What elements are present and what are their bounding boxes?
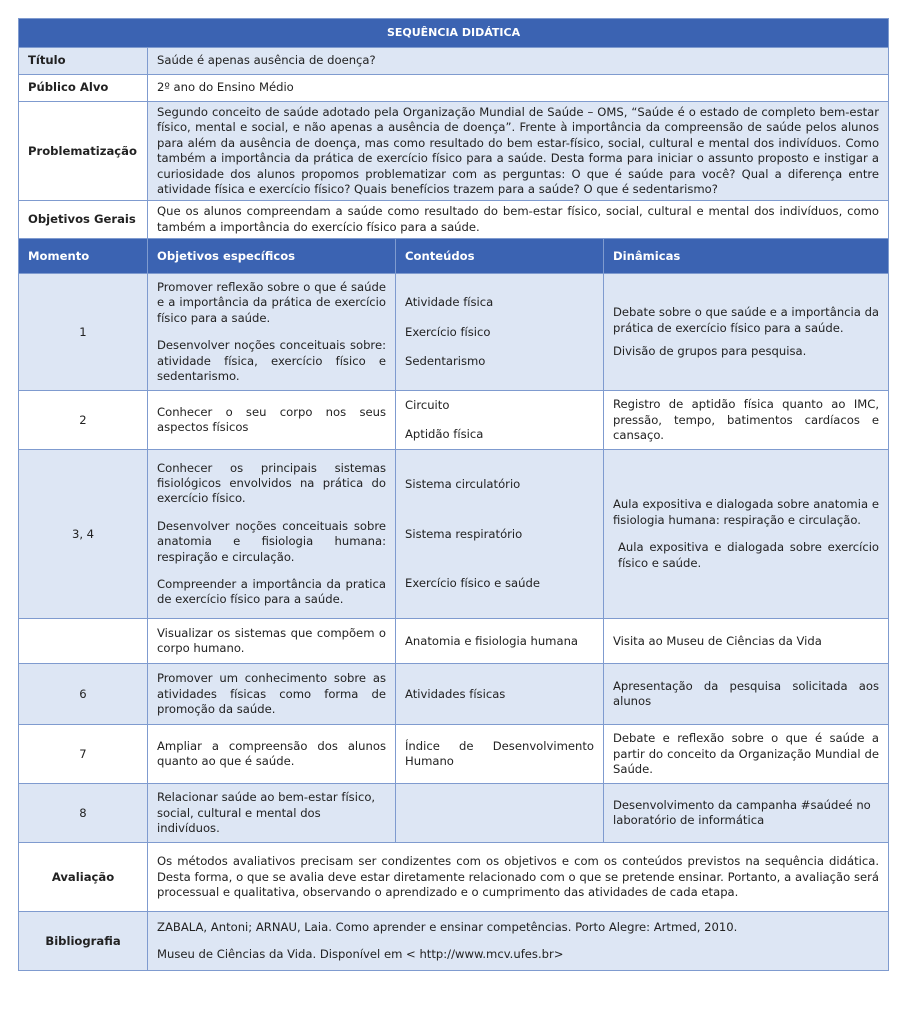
problematizacao-label: Problematização bbox=[19, 102, 148, 201]
objetivo-text: Desenvolver noções conceituais sobre: atividade física, exercício físico e sedentarismo. bbox=[157, 338, 386, 384]
objetivos-cell bbox=[148, 391, 396, 450]
momento-cell: 2 bbox=[19, 391, 148, 450]
conteudo-text: Aptidão física bbox=[405, 427, 484, 442]
momento-cell bbox=[19, 619, 148, 664]
conteudo-text: Circuito bbox=[405, 397, 450, 412]
column-header-objetivos: Objetivos específicos bbox=[148, 239, 396, 274]
table-row bbox=[19, 274, 889, 391]
objetivo-text: Conhecer os principais sistemas fisiológicos envolvidos na prática do exercício físico. bbox=[157, 460, 386, 506]
objetivo-text: Ampliar a compreensão dos alunos quanto ao que é saúde. bbox=[157, 738, 386, 769]
conteudo-text: Exercício físico e saúde bbox=[405, 575, 540, 590]
column-header-momento: Momento bbox=[19, 239, 148, 274]
objetivos-gerais-label: Objetivos Gerais bbox=[19, 201, 148, 239]
objetivos-cell bbox=[148, 619, 396, 664]
momento-cell: 8 bbox=[19, 784, 148, 843]
dinamica-text: Debate sobre o que saúde e a importância da prática de exercício físico para a saúde. bbox=[613, 305, 880, 335]
dinamica-text: Registro de aptidão física quanto ao IMC, pressão, tempo, batimentos cardíacos e cansaço. bbox=[613, 397, 880, 442]
momento-cell: 7 bbox=[19, 725, 148, 784]
objetivos-gerais-value: Que os alunos compreendam a saúde como resultado do bem-estar físico, social, cultural e mental dos indivíduos, como também a importância do exercício físico para a saúde. bbox=[148, 201, 889, 239]
dinamicas-cell bbox=[604, 391, 889, 450]
objetivo-text: Compreender a importância da pratica de exercício físico para a saúde. bbox=[157, 577, 386, 607]
column-header-dinamicas: Dinâmicas bbox=[604, 239, 889, 274]
table-row bbox=[19, 619, 889, 664]
titulo-value: Saúde é apenas ausência de doença? bbox=[148, 48, 889, 75]
conteudos-cell bbox=[396, 664, 604, 725]
conteudo-text: Atividades físicas bbox=[405, 686, 506, 701]
table-row bbox=[19, 450, 889, 619]
conteudos-cell bbox=[396, 391, 604, 450]
problematizacao-value: Segundo conceito de saúde adotado pela Organização Mundial de Saúde – OMS, “Saúde é o estado de completo bem-estar físico, mental e social, e não apenas a ausência de doença”. Frente à importância da compreensão de saúde pelos alunos para além da ausência de doença, mas como resultado do bem estar-físico, social, cultural e mental dos indivíduos. Como também a importância da prática de exercício físico para a saúde. Desta forma para iniciar o assunto proposto e instigar a curiosidade dos alunos propomos problematizar com as perguntas: O que é saúde para você? Qual a diferença entre atividade física e exercício físico? Quais benefícios trazem para a saúde? O que é sedentarismo? bbox=[148, 102, 889, 201]
momento-cell: 6 bbox=[19, 664, 148, 725]
dinamica-text: Debate e reflexão sobre o que é saúde a partir do conceito da Organização Mundial de Saúde. bbox=[613, 731, 880, 776]
table-row bbox=[19, 784, 889, 843]
conteudos-cell bbox=[396, 450, 604, 619]
dinamica-text: Aula expositiva e dialogada sobre exercício físico e saúde. bbox=[618, 540, 880, 570]
column-header-conteudos: Conteúdos bbox=[396, 239, 604, 274]
dinamicas-cell bbox=[604, 619, 889, 664]
conteudo-text: Índice de Desenvolvimento Humano bbox=[405, 738, 594, 769]
dinamicas-cell bbox=[604, 784, 889, 843]
publico-value: 2º ano do Ensino Médio bbox=[148, 75, 889, 102]
objetivos-cell bbox=[148, 664, 396, 725]
dinamica-text: Apresentação da pesquisa solicitada aos alunos bbox=[613, 678, 880, 709]
objetivos-cell bbox=[148, 274, 396, 391]
objetivo-text: Promover um conhecimento sobre as atividades físicas como forma de promoção da saúde. bbox=[157, 671, 386, 716]
bibliografia-item: Museu de Ciências da Vida. Disponível em < http://www.mcv.ufes.br> bbox=[157, 947, 564, 962]
objetivo-text: Desenvolver noções conceituais sobre anatomia e fisiologia humana: respiração e circulação. bbox=[157, 518, 386, 564]
publico-label: Público Alvo bbox=[19, 75, 148, 102]
momento-cell: 3, 4 bbox=[19, 450, 148, 619]
dinamica-text: Divisão de grupos para pesquisa. bbox=[613, 343, 807, 358]
objetivo-text: Relacionar saúde ao bem-estar físico, social, cultural e mental dos indivíduos. bbox=[157, 790, 376, 835]
conteudos-cell bbox=[396, 784, 604, 843]
dinamica-text: Aula expositiva e dialogada sobre anatomia e fisiologia humana: respiração e circulação. bbox=[613, 497, 880, 527]
titulo-label: Título bbox=[19, 48, 148, 75]
table-row bbox=[19, 725, 889, 784]
table-row bbox=[19, 391, 889, 450]
dinamicas-cell bbox=[604, 450, 889, 619]
conteudo-text: Sistema circulatório bbox=[405, 477, 521, 492]
dinamica-text: Visita ao Museu de Ciências da Vida bbox=[613, 633, 822, 648]
bibliografia-item: ZABALA, Antoni; ARNAU, Laia. Como aprender e ensinar competências. Porto Alegre: Artmed, 2010. bbox=[157, 919, 738, 934]
dinamicas-cell bbox=[604, 664, 889, 725]
objetivo-text: Promover reflexão sobre o que é saúde e a importância da prática de exercício físico para a saúde. bbox=[157, 280, 386, 325]
momento-cell: 1 bbox=[19, 274, 148, 391]
conteudo-text: Sedentarismo bbox=[405, 353, 486, 368]
table-title: SEQUÊNCIA DIDÁTICA bbox=[19, 19, 889, 48]
avaliacao-label: Avaliação bbox=[19, 843, 148, 912]
sequence-table bbox=[18, 18, 889, 971]
conteudos-cell bbox=[396, 725, 604, 784]
dinamicas-cell bbox=[604, 274, 889, 391]
dinamicas-cell bbox=[604, 725, 889, 784]
conteudos-cell bbox=[396, 619, 604, 664]
objetivos-cell bbox=[148, 725, 396, 784]
conteudo-text: Anatomia e fisiologia humana bbox=[405, 633, 579, 648]
objetivo-text: Conhecer o seu corpo nos seus aspectos físicos bbox=[157, 404, 386, 435]
objetivos-cell bbox=[148, 784, 396, 843]
objetivos-cell bbox=[148, 450, 396, 619]
bibliografia-cell bbox=[148, 912, 889, 971]
conteudo-text: Exercício físico bbox=[405, 324, 491, 339]
bibliografia-label: Bibliografia bbox=[19, 912, 148, 971]
conteudos-cell bbox=[396, 274, 604, 391]
table-row bbox=[19, 664, 889, 725]
objetivo-text: Visualizar os sistemas que compõem o corpo humano. bbox=[157, 625, 386, 656]
conteudo-text: Sistema respiratório bbox=[405, 526, 523, 541]
avaliacao-value: Os métodos avaliativos precisam ser condizentes com os objetivos e com os conteúdos previstos na sequência didática. Desta forma, o que se avalia deve estar diretamente relacionado com o que se pretende ensinar. Portanto, a avaliação será processual e qualitativa, observando o aprendizado e o cumprimento das atividades de cada etapa. bbox=[148, 843, 889, 912]
dinamica-text: Desenvolvimento da campanha #saúdeé no laboratório de informática bbox=[613, 797, 871, 828]
conteudo-text: Atividade física bbox=[405, 295, 494, 310]
